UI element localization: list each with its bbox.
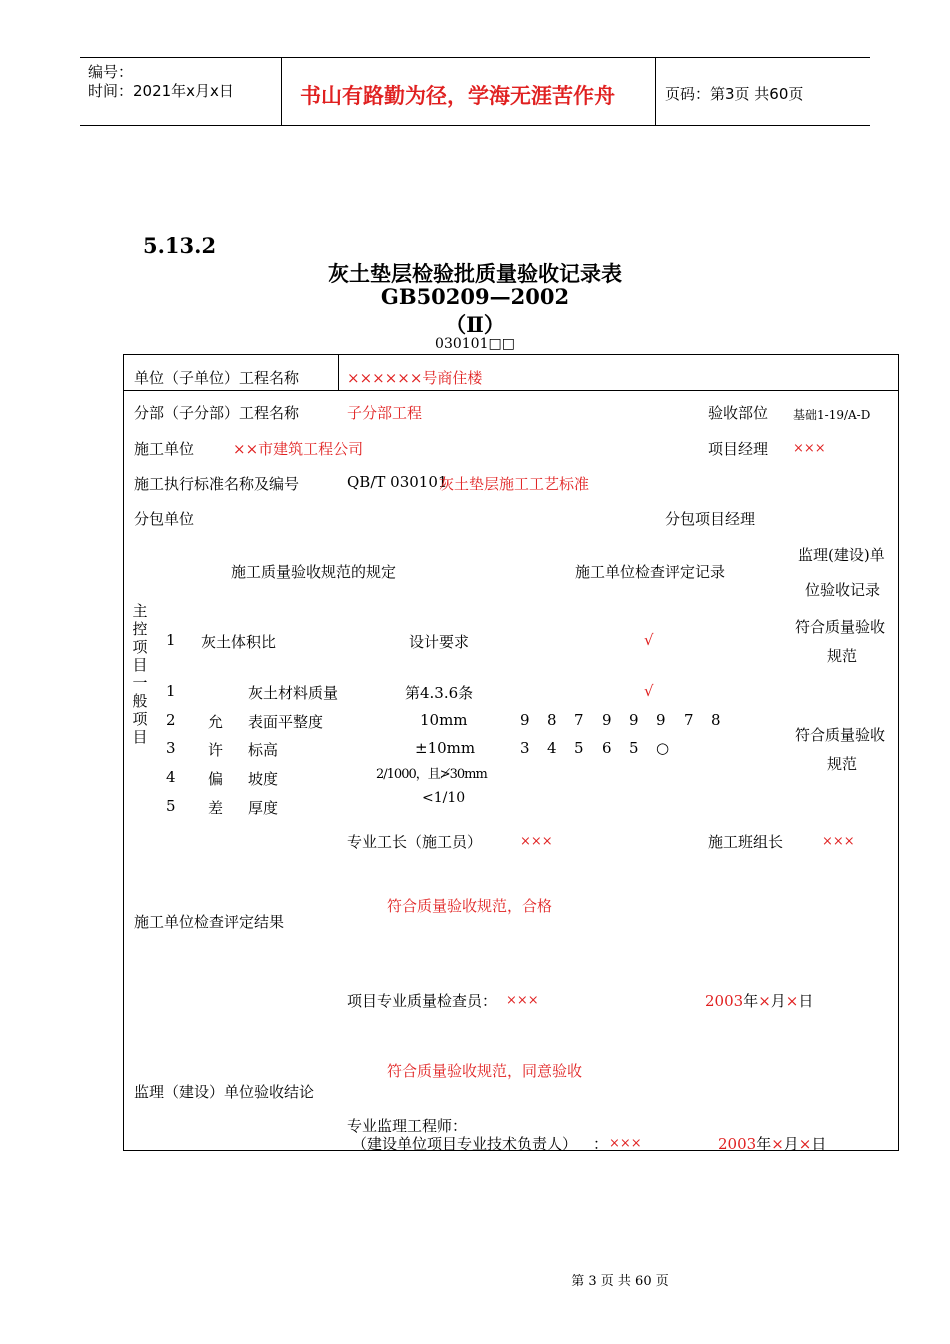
inspector-value: ××× <box>506 993 539 1008</box>
inspector-date-month: × <box>758 992 771 1010</box>
form-col-divider <box>338 354 339 390</box>
inspector-date <box>705 990 813 1011</box>
allow-dev-char-3: 偏 <box>208 770 224 788</box>
general-item-2-req: 10mm <box>420 711 468 729</box>
general-item-4-no: 4 <box>166 768 176 786</box>
inspector-date-year: 2003 <box>705 992 744 1010</box>
supervisor-line-1: 专业监理工程师： <box>347 1117 468 1135</box>
measure-2-4: 9 <box>602 711 612 729</box>
supervisor-value: ××× <box>609 1136 642 1151</box>
allow-dev-char-2: 许 <box>208 741 224 759</box>
header-bottom-rule <box>80 125 870 126</box>
general-result-1: 符合质量验收 <box>795 726 886 744</box>
team-leader-value: ××× <box>822 834 855 849</box>
acceptance-part-label: 验收部位 <box>708 404 769 422</box>
supervisor-date <box>718 1133 826 1154</box>
supervisor-date-month: × <box>771 1135 784 1153</box>
header-divider-2 <box>655 57 656 126</box>
general-item-3-req: ±10mm <box>415 739 476 757</box>
col-header-supervision-1: 监理(建设)单 <box>798 546 885 564</box>
header-number-label: 编号： <box>88 63 134 81</box>
foreman-label: 专业工长（施工员） <box>347 833 483 851</box>
subpart-value: 子分部工程 <box>347 404 423 422</box>
main-result-2: 规范 <box>827 647 858 665</box>
section-number: 5.13.2 <box>143 233 217 258</box>
main-item-no: 1 <box>166 631 176 649</box>
exec-standard-label: 施工执行标准名称及编号 <box>134 475 300 493</box>
header-top-rule <box>80 57 870 58</box>
measure-2-8: 8 <box>711 711 721 729</box>
supervision-value: 符合质量验收规范，同意验收 <box>387 1062 583 1080</box>
construction-unit-value: ××市建筑工程公司 <box>233 440 364 458</box>
measure-2-2: 8 <box>547 711 557 729</box>
main-item-name: 灰土体积比 <box>201 633 277 651</box>
subcontract-manager-label: 分包项目经理 <box>665 510 756 528</box>
measure-3-3: 5 <box>574 739 584 757</box>
form-row-divider <box>123 390 899 391</box>
general-item-3-no: 3 <box>166 739 176 757</box>
standard-title: GB50209—2002 <box>380 284 570 309</box>
team-leader-label: 施工班组长 <box>708 833 784 851</box>
construction-unit-label: 施工单位 <box>134 440 195 458</box>
measure-3-5: 5 <box>629 739 639 757</box>
general-item-1-no: 1 <box>166 682 176 700</box>
general-item-5-name: 厚度 <box>248 799 279 817</box>
roman-subtitle: （Ⅱ） <box>445 312 505 337</box>
measure-3-6: ○ <box>656 739 670 757</box>
unit-result-value: 符合质量验收规范，合格 <box>387 897 553 915</box>
subcontract-label: 分包单位 <box>134 510 195 528</box>
col-header-spec: 施工质量验收规范的规定 <box>231 563 397 581</box>
measure-3-4: 6 <box>602 739 612 757</box>
supervisor-date-month-unit: 月 <box>783 1135 799 1153</box>
general-item-1-check: √ <box>644 682 654 700</box>
header-time-label: 时间：2021年x月x日 <box>88 82 234 100</box>
inspector-date-month-unit: 月 <box>770 992 786 1010</box>
col-header-check: 施工单位检查评定记录 <box>575 563 726 581</box>
page-title: 灰土垫层检验批质量验收记录表 <box>328 261 622 286</box>
general-item-2-name: 表面平整度 <box>248 713 324 731</box>
supervisor-date-year-unit: 年 <box>756 1135 772 1153</box>
exec-standard-name: 灰土垫层施工工艺标准 <box>439 475 590 493</box>
foreman-value: ××× <box>520 834 553 849</box>
measure-2-7: 7 <box>684 711 694 729</box>
measure-2-5: 9 <box>629 711 639 729</box>
main-result-1: 符合质量验收 <box>795 618 886 636</box>
general-item-4-name: 坡度 <box>248 770 279 788</box>
header-page-label: 页码：第3页 共60页 <box>665 85 804 103</box>
supervisor-date-day: × <box>798 1135 812 1153</box>
project-name-value: ××××××号商住楼 <box>347 369 483 387</box>
main-item-req: 设计要求 <box>409 633 470 651</box>
allow-dev-char-1: 允 <box>208 713 224 731</box>
acceptance-part-value: 基础1-19/A-D <box>793 408 871 422</box>
allow-dev-char-4: 差 <box>208 799 224 817</box>
general-items-label: 一般项目 <box>132 674 148 746</box>
measure-2-6: 9 <box>656 711 666 729</box>
supervision-label: 监理（建设）单位验收结论 <box>134 1083 315 1101</box>
header-motto: 书山有路勤为径，学海无涯苦作舟 <box>300 84 615 108</box>
unit-result-label: 施工单位检查评定结果 <box>134 913 285 931</box>
measure-3-2: 4 <box>547 739 557 757</box>
general-item-1-name: 灰土材料质量 <box>248 684 339 702</box>
inspector-date-day: × <box>785 992 799 1010</box>
supervisor-date-year: 2003 <box>718 1135 757 1153</box>
supervisor-line-2: （建设单位项目专业技术负责人） <box>352 1135 578 1153</box>
general-item-5-req: <1/10 <box>422 790 466 806</box>
general-item-2-no: 2 <box>166 711 176 729</box>
general-result-2: 规范 <box>827 755 858 773</box>
project-manager-label: 项目经理 <box>708 440 769 458</box>
col-header-supervision-2: 位验收记录 <box>805 581 881 599</box>
measure-2-1: 9 <box>520 711 530 729</box>
page-footer: 第 3 页 共 60 页 <box>571 1274 669 1289</box>
form-code: 030101□□ <box>435 336 515 352</box>
inspector-label: 项目专业质量检查员： <box>347 992 498 1010</box>
general-item-3-name: 标高 <box>248 741 279 759</box>
main-item-check: √ <box>644 631 654 649</box>
project-name-label: 单位（子单位）工程名称 <box>134 369 300 387</box>
supervisor-date-day-unit: 日 <box>811 1135 827 1153</box>
general-item-5-no: 5 <box>166 797 176 815</box>
subpart-label: 分部（子分部）工程名称 <box>134 404 300 422</box>
project-manager-value: ××× <box>793 441 826 456</box>
exec-standard-code: QB/T 030101 <box>347 473 448 491</box>
measure-2-3: 7 <box>574 711 584 729</box>
main-control-label: 主控项目 <box>132 602 148 674</box>
general-item-1-req: 第4.3.6条 <box>405 684 474 702</box>
supervisor-sep: ： <box>593 1135 609 1153</box>
general-item-4-req: 2/1000，且≯30mm <box>376 767 487 782</box>
measure-3-1: 3 <box>520 739 530 757</box>
header-divider-1 <box>281 57 282 126</box>
inspector-date-year-unit: 年 <box>743 992 759 1010</box>
inspector-date-day-unit: 日 <box>798 992 814 1010</box>
